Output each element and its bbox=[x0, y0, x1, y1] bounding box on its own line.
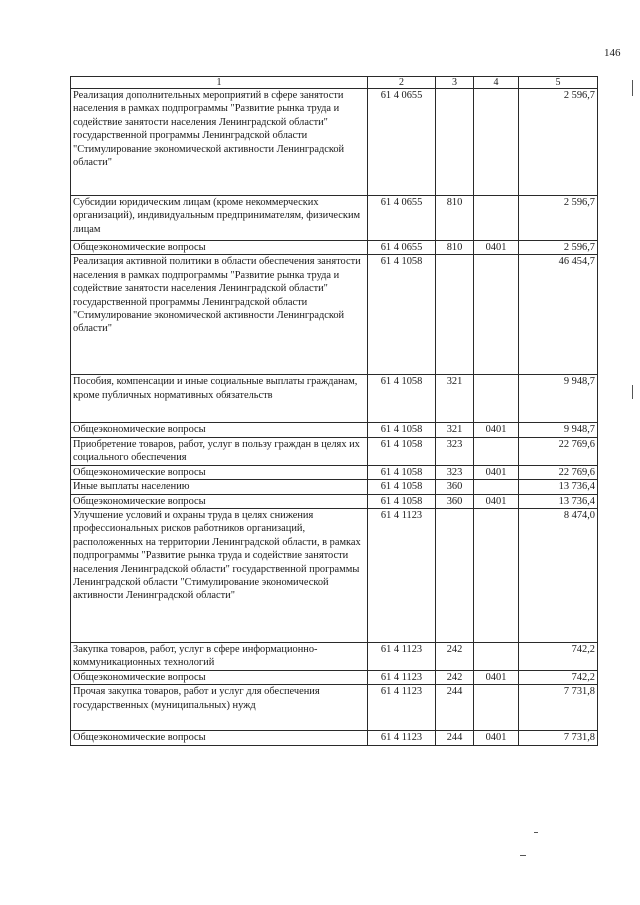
row-expense-type: 810 bbox=[436, 196, 474, 241]
row-expense-type: 360 bbox=[436, 480, 474, 494]
row-target-code: 61 4 1123 bbox=[368, 731, 436, 745]
row-name: Пособия, компенсации и иные социальные выплаты гражданам, кроме публичных нормативных обязательств bbox=[71, 375, 368, 423]
row-section bbox=[474, 375, 519, 423]
row-amount: 2 596,7 bbox=[519, 241, 598, 255]
header-col-3: 3 bbox=[436, 77, 474, 89]
row-name: Прочая закупка товаров, работ и услуг для обеспечения государственных (муниципальных) нужд bbox=[71, 685, 368, 731]
row-target-code: 61 4 1058 bbox=[368, 255, 436, 375]
table-row bbox=[71, 241, 598, 255]
row-amount: 8 474,0 bbox=[519, 509, 598, 643]
table-row bbox=[71, 480, 598, 494]
row-amount: 22 769,6 bbox=[519, 465, 598, 479]
header-col-5: 5 bbox=[519, 77, 598, 89]
table-header-row bbox=[71, 77, 598, 89]
row-name: Иные выплаты населению bbox=[71, 480, 368, 494]
row-amount: 9 948,7 bbox=[519, 423, 598, 437]
row-section bbox=[474, 643, 519, 671]
row-section bbox=[474, 685, 519, 731]
header-col-2: 2 bbox=[368, 77, 436, 89]
table-row bbox=[71, 685, 598, 731]
row-amount: 13 736,4 bbox=[519, 494, 598, 508]
row-expense-type: 321 bbox=[436, 375, 474, 423]
row-target-code: 61 4 1058 bbox=[368, 375, 436, 423]
row-section: 0401 bbox=[474, 494, 519, 508]
row-name: Приобретение товаров, работ, услуг в пользу граждан в целях их социального обеспечения bbox=[71, 437, 368, 465]
row-name: Реализация активной политики в области обеспечения занятости населения в рамках подпрограммы "Развитие рынка труда и содействие занятости населения Ленинградской области" государственной программы Ленинградской области "Стимулирование экономической активности Ленинградской области" bbox=[71, 255, 368, 375]
row-amount: 13 736,4 bbox=[519, 480, 598, 494]
row-expense-type: 242 bbox=[436, 643, 474, 671]
row-section: 0401 bbox=[474, 731, 519, 745]
row-expense-type: 321 bbox=[436, 423, 474, 437]
table-row bbox=[71, 494, 598, 508]
row-expense-type: 360 bbox=[436, 494, 474, 508]
header-col-4: 4 bbox=[474, 77, 519, 89]
row-amount: 742,2 bbox=[519, 643, 598, 671]
table-row bbox=[71, 643, 598, 671]
row-expense-type: 810 bbox=[436, 241, 474, 255]
row-section bbox=[474, 196, 519, 241]
row-expense-type: 242 bbox=[436, 671, 474, 685]
table-row bbox=[71, 89, 598, 196]
row-amount: 22 769,6 bbox=[519, 437, 598, 465]
row-section bbox=[474, 255, 519, 375]
row-expense-type: 323 bbox=[436, 465, 474, 479]
table-row bbox=[71, 423, 598, 437]
row-section: 0401 bbox=[474, 671, 519, 685]
row-target-code: 61 4 0655 bbox=[368, 196, 436, 241]
row-target-code: 61 4 1123 bbox=[368, 685, 436, 731]
row-expense-type bbox=[436, 89, 474, 196]
row-name: Реализация дополнительных мероприятий в сфере занятости населения в рамках подпрограммы "Развитие рынка труда и содействие занятости населения Ленинградской области" государственной программы Ленинградской области "Стимулирование экономической активности Ленинградской области" bbox=[71, 89, 368, 196]
table-row bbox=[71, 465, 598, 479]
row-amount: 2 596,7 bbox=[519, 196, 598, 241]
page-number: 146 bbox=[604, 47, 621, 59]
row-expense-type bbox=[436, 509, 474, 643]
scan-mark bbox=[534, 832, 538, 833]
row-amount: 9 948,7 bbox=[519, 375, 598, 423]
budget-table bbox=[70, 76, 598, 746]
row-section bbox=[474, 437, 519, 465]
row-name: Общеэкономические вопросы bbox=[71, 671, 368, 685]
row-name: Закупка товаров, работ, услуг в сфере информационно-коммуникационных технологий bbox=[71, 643, 368, 671]
row-name: Общеэкономические вопросы bbox=[71, 731, 368, 745]
table-row bbox=[71, 509, 598, 643]
row-section: 0401 bbox=[474, 241, 519, 255]
row-name: Общеэкономические вопросы bbox=[71, 423, 368, 437]
row-target-code: 61 4 1058 bbox=[368, 480, 436, 494]
row-expense-type: 244 bbox=[436, 685, 474, 731]
row-amount: 46 454,7 bbox=[519, 255, 598, 375]
header-col-1: 1 bbox=[71, 77, 368, 89]
row-target-code: 61 4 1058 bbox=[368, 465, 436, 479]
table-row bbox=[71, 375, 598, 423]
row-amount: 7 731,8 bbox=[519, 685, 598, 731]
scan-mark bbox=[632, 80, 633, 96]
row-section: 0401 bbox=[474, 465, 519, 479]
table-row bbox=[71, 196, 598, 241]
table-row bbox=[71, 437, 598, 465]
row-target-code: 61 4 1058 bbox=[368, 423, 436, 437]
row-section bbox=[474, 509, 519, 643]
row-expense-type: 323 bbox=[436, 437, 474, 465]
row-expense-type bbox=[436, 255, 474, 375]
row-target-code: 61 4 1123 bbox=[368, 509, 436, 643]
row-name: Улучшение условий и охраны труда в целях снижения профессиональных рисков работников организаций, расположенных на территории Ленинградской области, в рамках подпрограммы "Развитие рынка труда и содействие занятости населения Ленинградской области" государственной программы Ленинградской области "Стимулирование экономической активности Ленинградской области" bbox=[71, 509, 368, 643]
scan-mark bbox=[632, 385, 633, 399]
row-target-code: 61 4 1123 bbox=[368, 671, 436, 685]
row-target-code: 61 4 0655 bbox=[368, 241, 436, 255]
scan-mark bbox=[520, 855, 526, 856]
row-amount: 2 596,7 bbox=[519, 89, 598, 196]
row-section bbox=[474, 89, 519, 196]
table-row bbox=[71, 731, 598, 745]
row-target-code: 61 4 1058 bbox=[368, 494, 436, 508]
row-amount: 742,2 bbox=[519, 671, 598, 685]
row-section bbox=[474, 480, 519, 494]
row-target-code: 61 4 1058 bbox=[368, 437, 436, 465]
row-amount: 7 731,8 bbox=[519, 731, 598, 745]
row-target-code: 61 4 0655 bbox=[368, 89, 436, 196]
row-name: Общеэкономические вопросы bbox=[71, 465, 368, 479]
row-section: 0401 bbox=[474, 423, 519, 437]
row-target-code: 61 4 1123 bbox=[368, 643, 436, 671]
row-name: Общеэкономические вопросы bbox=[71, 241, 368, 255]
table-row bbox=[71, 671, 598, 685]
row-expense-type: 244 bbox=[436, 731, 474, 745]
row-name: Субсидии юридическим лицам (кроме некоммерческих организаций), индивидуальным предпринимателям, физическим лицам bbox=[71, 196, 368, 241]
row-name: Общеэкономические вопросы bbox=[71, 494, 368, 508]
table-row bbox=[71, 255, 598, 375]
